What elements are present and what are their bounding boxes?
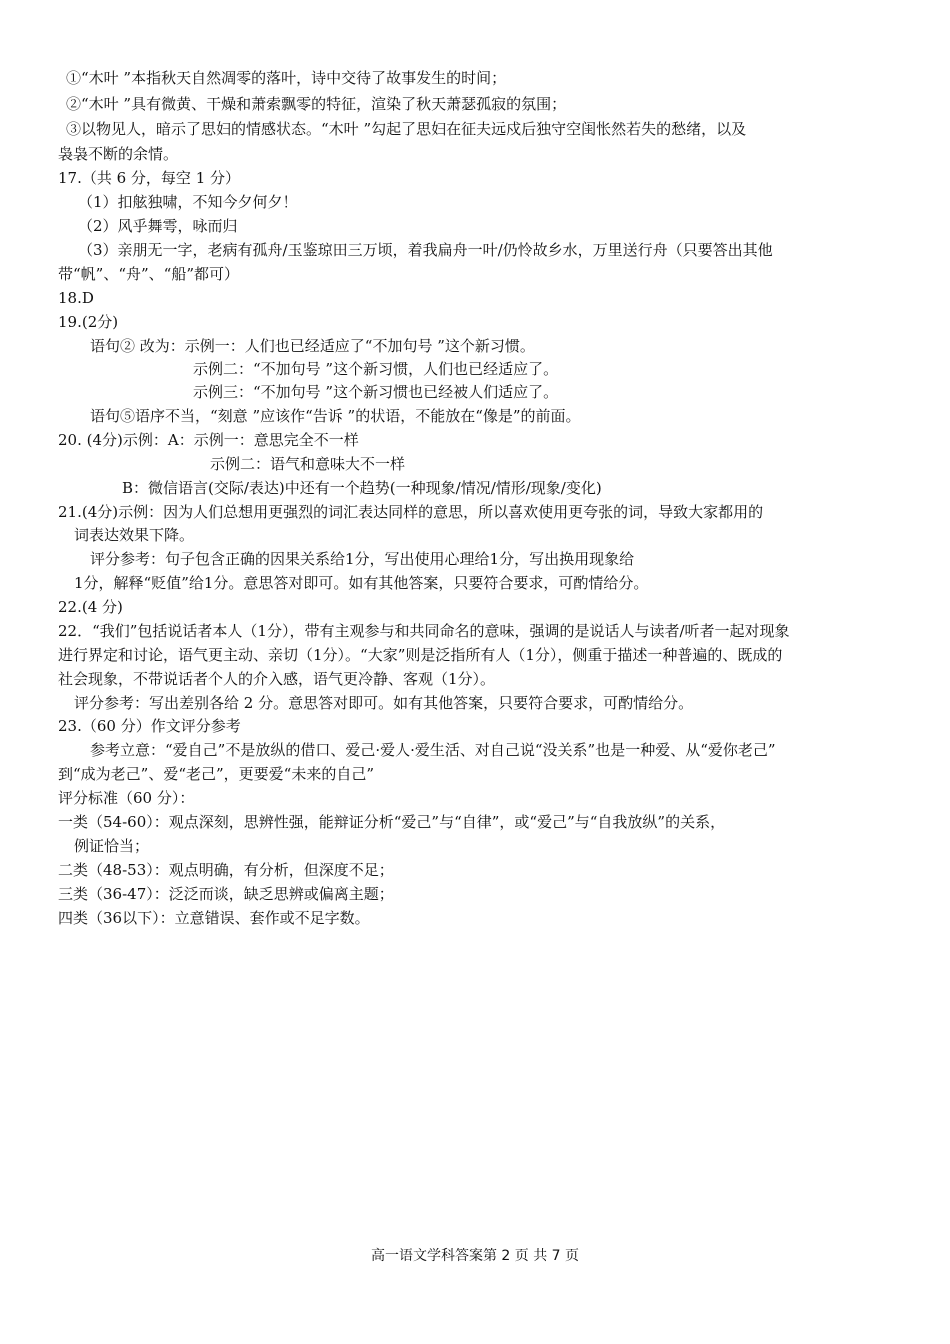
answer-17-item-3-cont: 带“帆”、“舟”、“船”都可） [58, 265, 240, 283]
answer-21-scoring-cont: 1分，解释“贬值”给1分。意思答对即可。如有其他答案，只要符合要求，可酌情给分。 [74, 574, 649, 592]
answer-23-theme: 参考立意：“爱自己”不是放纵的借口、爱己·爱人·爱生活、对自己说“没关系”也是一种爱、从“爱你老己” [90, 741, 776, 759]
answer-16-point-2: ②“木叶 ”具有微黄、干燥和萧索飘零的特征，渲染了秋天萧瑟孤寂的氛围； [66, 95, 567, 113]
answer-23-grade-1-cont: 例证恰当； [74, 837, 150, 855]
answer-22-line-3: 社会现象，不带说话者个人的介入感，语气更冷静、客观（1分）。 [58, 670, 496, 688]
answer-19-example-2: 示例二：“不加句号 ”这个新习惯，人们也已经适应了。 [193, 360, 559, 378]
answer-17-item-3: （3）亲朋无一字，老病有孤舟/玉鉴琼田三万顷，着我扁舟一叶/仍怜故乡水，万里送行舟（只要答出其他 [78, 241, 773, 259]
question-22-heading: 22.(4 分) [58, 598, 123, 616]
answer-19-sentence-5: 语句⑤语序不当，“刻意 ”应该作“告诉 ”的状语，不能放在“像是”的前面。 [90, 407, 581, 425]
answer-23-grade-2: 二类（48-53）：观点明确，有分析，但深度不足； [58, 861, 394, 879]
page-footer: 高一语文学科答案第 2 页 共 7 页 [370, 1248, 580, 1264]
answer-22-line-1: 22．“我们”包括说话者本人（1分），带有主观参与和共同命名的意味，强调的是说话人与读者/听者一起对现象 [58, 622, 790, 640]
answer-16-point-3-cont: 袅袅不断的余情。 [58, 145, 179, 163]
answer-23-theme-cont: 到“成为老己”、爱“老己”，更要爱“未来的自己” [58, 765, 375, 783]
question-19-heading: 19.(2分) [58, 313, 119, 331]
answer-20-b: B：微信语言(交际/表达)中还有一个趋势(一种现象/情况/情形/现象/变化) [122, 479, 602, 497]
answer-23-grade-1: 一类（54-60）：观点深刻，思辨性强，能辩证分析“爱己”与“自律”，或“爱己”与“自我放纵”的关系， [58, 813, 726, 831]
question-23-heading: 23.（60 分）作文评分参考 [58, 717, 241, 735]
answer-20-a: 20. (4分)示例：A：示例一：意思完全不一样 [58, 431, 359, 449]
answer-23-criteria-heading: 评分标准（60 分）： [58, 789, 195, 807]
answer-22-line-2: 进行界定和讨论，语气更主动、亲切（1分）。“大家”则是泛指所有人（1分），侧重于描述一种普遍的、既成的 [58, 646, 783, 664]
answer-19-example-3: 示例三：“不加句号 ”这个新习惯也已经被人们适应了。 [193, 383, 559, 401]
question-17-heading: 17.（共 6 分，每空 1 分） [58, 169, 241, 187]
answer-22-scoring: 评分参考：写出差别各给 2 分。意思答对即可。如有其他答案，只要符合要求，可酌情给分。 [74, 694, 694, 712]
answer-21: 21.(4分)示例：因为人们总想用更强烈的词汇表达同样的意思，所以喜欢使用更夸张的词，导致大家都用的 [58, 503, 764, 521]
answer-18: 18.D [58, 289, 94, 307]
answer-17-item-2: （2）风乎舞雩，咏而归 [78, 217, 238, 235]
answer-23-grade-3: 三类（36-47）：泛泛而谈，缺乏思辨或偏离主题； [58, 885, 394, 903]
answer-16-point-3: ③以物见人，暗示了思妇的情感状态。“木叶 ”勾起了思妇在征夫远戍后独守空闺怅然若失的愁绪，以及 [66, 120, 747, 138]
answer-21-cont: 词表达效果下降。 [74, 526, 195, 544]
answer-20-a-example-2: 示例二：语气和意味大不一样 [210, 455, 406, 473]
answer-17-item-1: （1）扣舷独啸，不知今夕何夕！ [78, 193, 298, 211]
answer-16-point-1: ①“木叶 ”本指秋天自然凋零的落叶，诗中交待了故事发生的时间； [66, 69, 507, 87]
answer-19-example-1: 语句② 改为：示例一：人们也已经适应了“不加句号 ”这个新习惯。 [90, 337, 535, 355]
answer-23-grade-4: 四类（36以下）：立意错误、套作或不足字数。 [58, 909, 370, 927]
answer-21-scoring: 评分参考：句子包含正确的因果关系给1分，写出使用心理给1分，写出换用现象给 [90, 550, 635, 568]
